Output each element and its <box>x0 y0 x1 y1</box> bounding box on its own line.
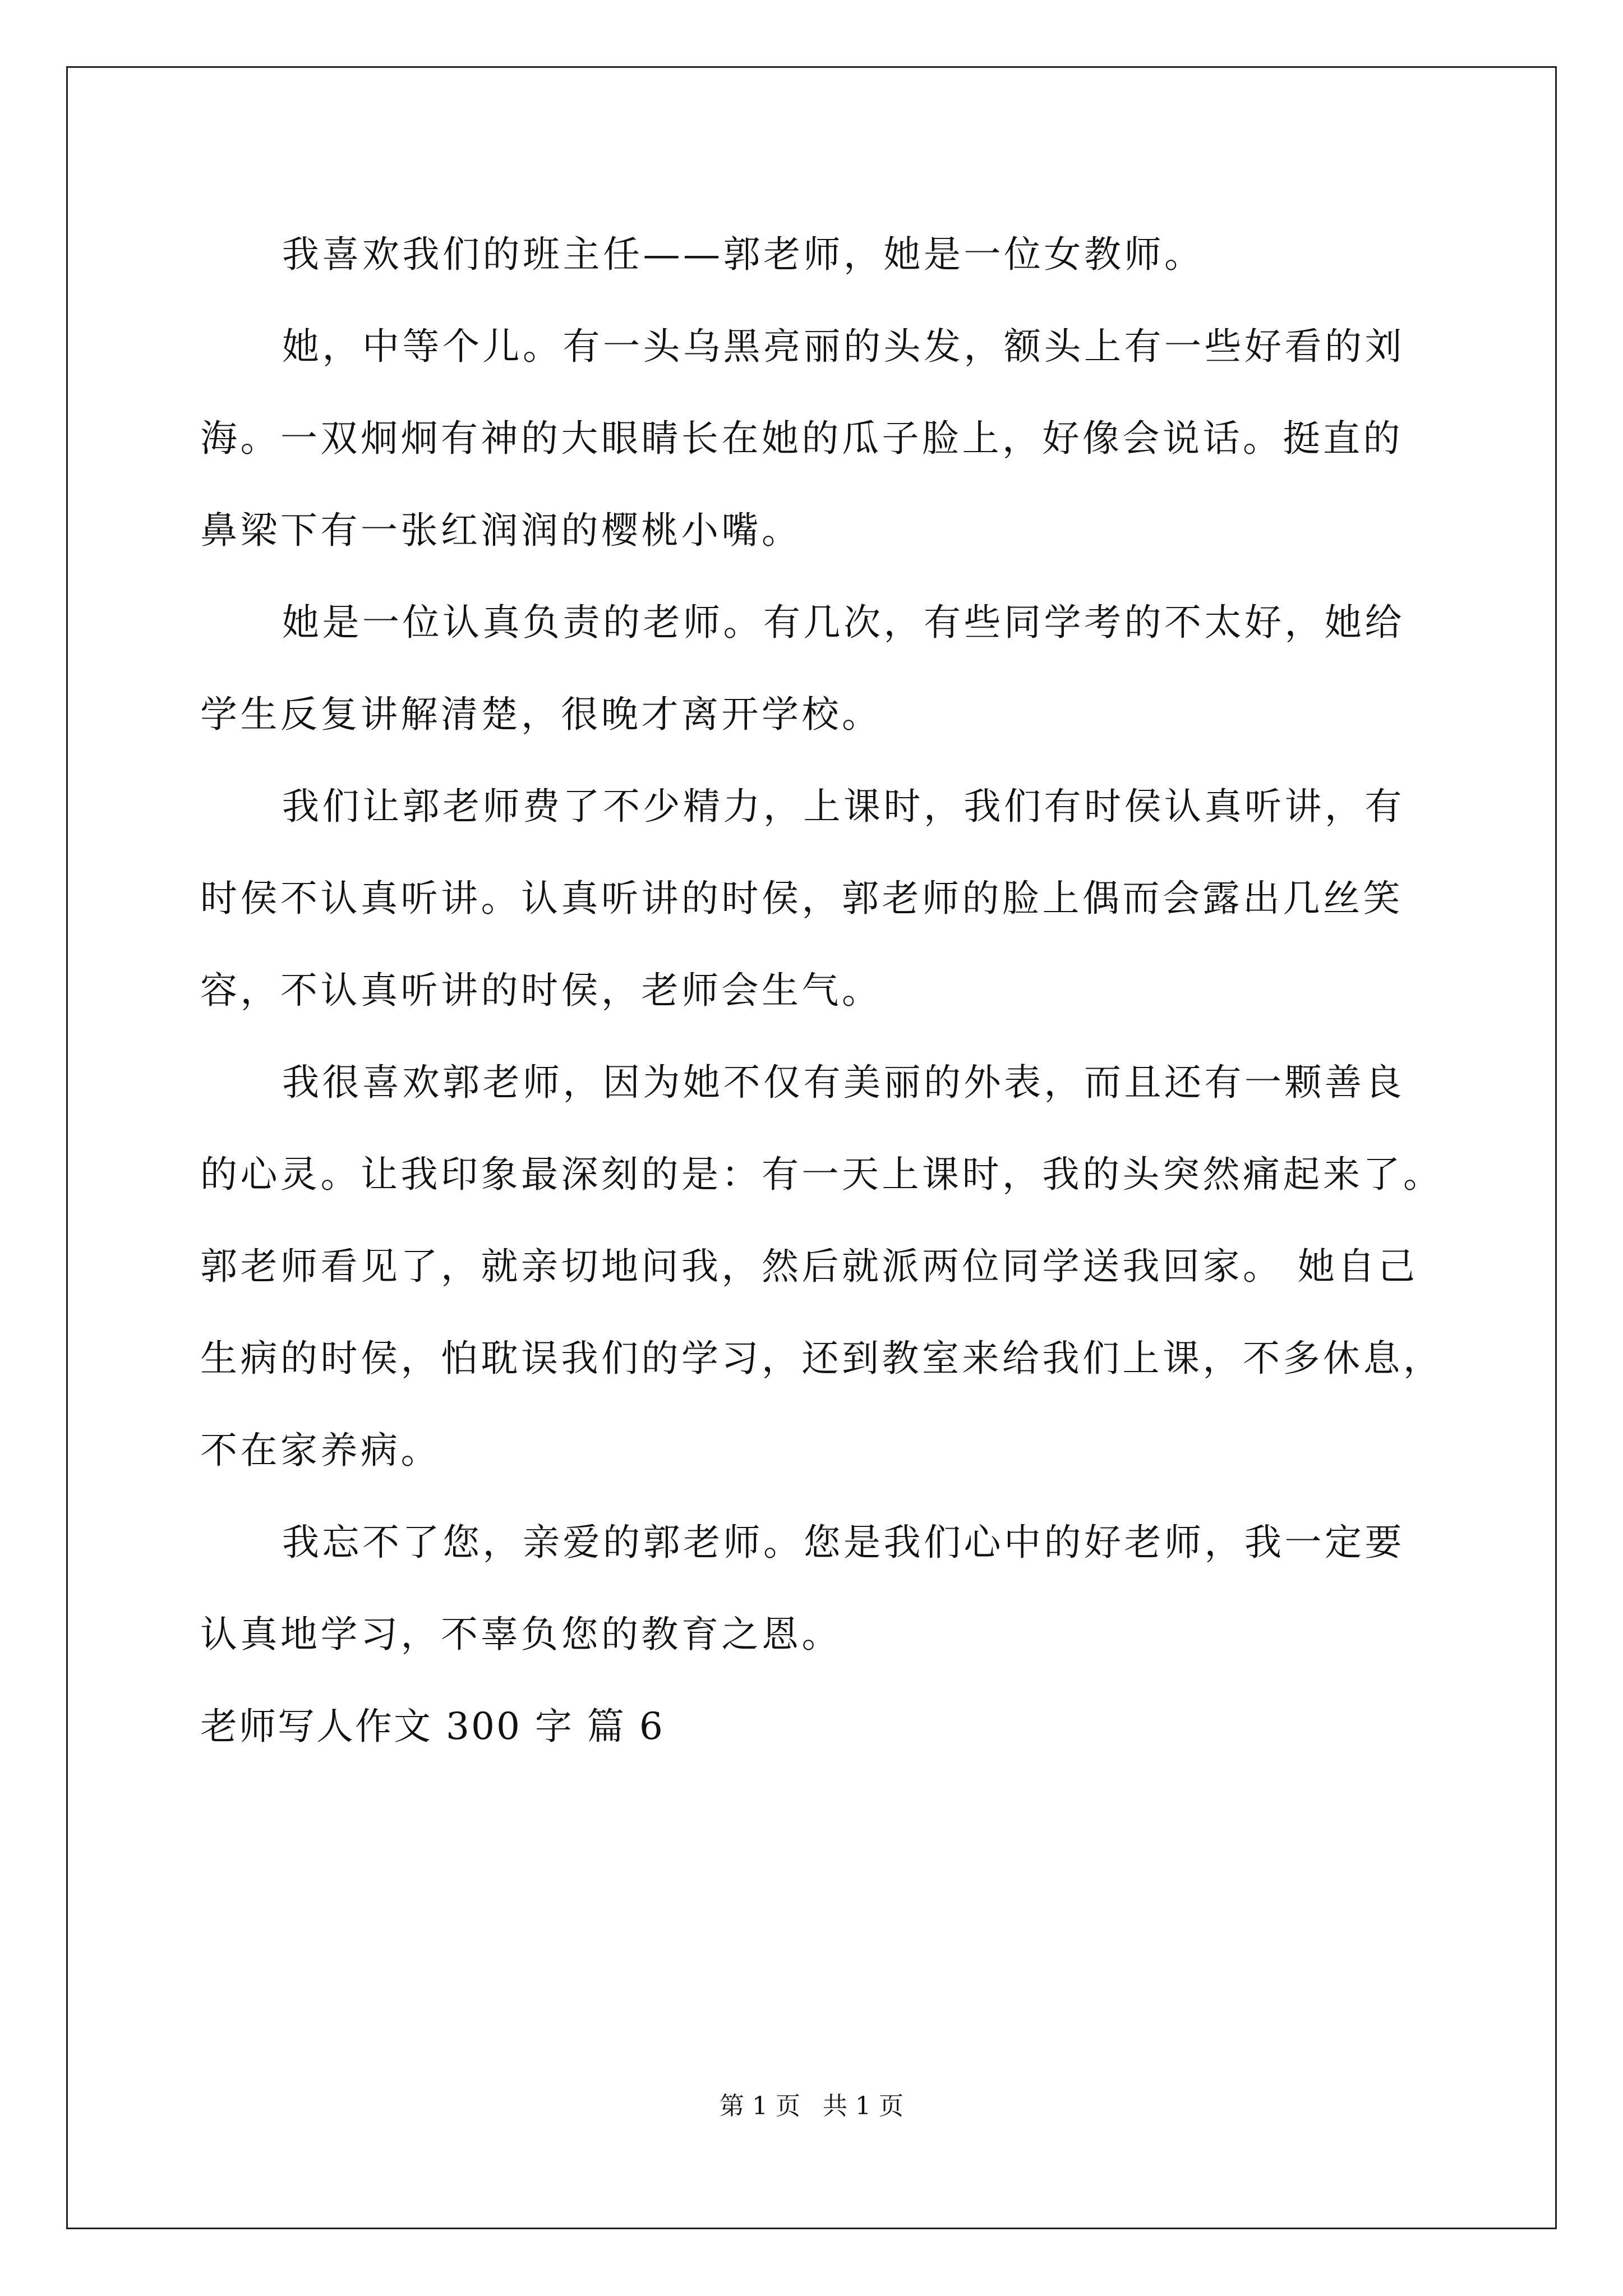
paragraph-line: 认真地学习，不辜负您的教育之恩。 <box>200 1613 842 1656</box>
paragraph-line: 不在家养病。 <box>200 1429 441 1472</box>
paragraph-line: 容，不认真听讲的时侯，老师会生气。 <box>200 969 882 1012</box>
paragraph-line: 她，中等个儿。有一头乌黑亮丽的头发，额头上有一些好看的刘 <box>282 325 1405 368</box>
paragraph-line: 我忘不了您，亲爱的郭老师。您是我们心中的好老师，我一定要 <box>282 1521 1405 1564</box>
paragraph-line: 时侯不认真听讲。认真听讲的时侯，郭老师的脸上偶而会露出几丝笑 <box>200 877 1403 920</box>
paragraph-line: 海。一双炯炯有神的大眼睛长在她的瓜子脸上，好像会说话。挺直的 <box>200 417 1403 460</box>
document-body <box>200 209 1444 1773</box>
paragraph-line: 郭老师看见了，就亲切地问我，然后就派两位同学送我回家。 她自己 <box>200 1245 1418 1288</box>
paragraph-line: 她是一位认真负责的老师。有几次，有些同学考的不太好，她给 <box>282 601 1405 644</box>
paragraph-line: 我们让郭老师费了不少精力，上课时，我们有时侯认真听讲，有 <box>282 785 1405 828</box>
page-footer <box>0 2086 1623 2122</box>
paragraph-line: 的心灵。让我印象最深刻的是：有一天上课时，我的头突然痛起来了。 <box>200 1153 1444 1196</box>
paragraph-line: 鼻梁下有一张红润润的樱桃小嘴。 <box>200 509 802 552</box>
paragraph-line: 我喜欢我们的班主任——郭老师，她是一位女教师。 <box>282 233 1205 276</box>
paragraph-6 <box>200 1497 1434 1681</box>
paragraph-4 <box>200 761 1434 1037</box>
paragraph-line: 我很喜欢郭老师，因为她不仅有美丽的外表，而且还有一颗善良 <box>282 1061 1405 1104</box>
paragraph-line: 生病的时侯，怕耽误我们的学习，还到教室来给我们上课，不多休息， <box>200 1337 1444 1380</box>
paragraph-3 <box>200 577 1434 761</box>
paragraph-line: 学生反复讲解清楚，很晚才离开学校。 <box>200 693 882 736</box>
paragraph-1 <box>200 209 1434 301</box>
paragraph-5 <box>200 1037 1444 1497</box>
page-number-total: 共 1 页 <box>823 2092 903 2120</box>
paragraph-2 <box>200 301 1434 577</box>
page-number-current: 第 1 页 <box>720 2092 800 2120</box>
section-heading: 老师写人作文 300 字 篇 6 <box>200 1705 665 1748</box>
